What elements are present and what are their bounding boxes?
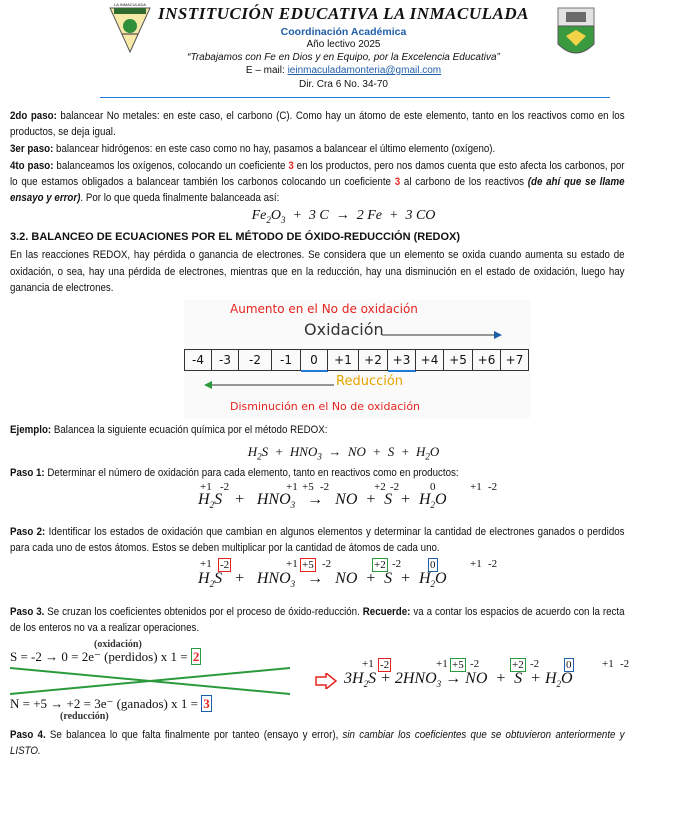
ex-h-sub: 2: [257, 451, 262, 462]
header-divider: [100, 97, 610, 98]
eq1-fe: Fe: [251, 208, 267, 223]
section-title: 3.2. BALANCEO DE ECUACIONES POR EL MÉTODO DE ÓXIDO-REDUCCIÓN (REDOX): [10, 231, 461, 243]
num-cell: +5: [444, 350, 473, 370]
diagram-bottom-label: Disminución en el No de oxidación: [230, 400, 421, 413]
p1-h2o-h: H: [418, 491, 431, 508]
num-cell: +2: [359, 350, 388, 370]
p2-ox-o2: -2: [392, 558, 402, 570]
f-hno: HNO: [402, 670, 437, 687]
balanced-equation-1: [0, 208, 687, 225]
f-no: NO: [465, 670, 488, 687]
p1-s: S: [214, 491, 223, 508]
p1-plus2: +: [365, 491, 377, 508]
p2-ox-o: -2: [322, 558, 332, 570]
motto: “Trabajamos con Fe en Dios y en Equipo, por la Excelencia Educativa”: [187, 52, 500, 63]
example-text: Balancea la siguiente ecuación química por el método REDOX:: [51, 424, 328, 436]
final-coef-1: 3: [344, 670, 352, 687]
oxidation-caption: (oxidación): [94, 639, 142, 650]
cross-lines: [10, 666, 300, 696]
f-ox-o3: -2: [620, 658, 630, 670]
f-h: H: [352, 670, 364, 687]
final-coef-2: 2: [394, 670, 403, 687]
eq1-fe-product: 2 Fe: [356, 208, 383, 223]
eq1-o: O: [270, 208, 281, 223]
p2-h2o-o: O: [435, 570, 447, 587]
p2-h2o-sub: 2: [430, 579, 436, 590]
f-ox-o2: -2: [530, 658, 540, 670]
p2-h2o-h: H: [418, 570, 431, 587]
ox-h2: +1: [286, 481, 298, 493]
p2-h-sub: 2: [209, 579, 215, 590]
ex-arrow: →: [328, 444, 342, 459]
num-cell: +3: [388, 350, 416, 372]
paso1-equation: [198, 481, 538, 521]
p1-plus1: +: [234, 491, 245, 508]
p1-plus3: +: [400, 491, 411, 508]
step4-coef: 3: [288, 160, 294, 172]
paso3-recuerde: Recuerde:: [362, 606, 411, 618]
p2-arrow: →: [307, 570, 324, 587]
step3-paragraph: [10, 141, 625, 157]
step4-coef2: 3: [394, 176, 401, 188]
ex-h2o-h: H: [415, 444, 426, 459]
f-ox-h2: +1: [436, 658, 448, 670]
p2-ox-o3: -2: [488, 558, 498, 570]
paso2-paragraph: [10, 524, 625, 556]
ex-plus2: +: [372, 444, 382, 459]
paso4-text-b: sin cambiar los coeficientes que se obtuvieron anteriormente y LISTO.: [10, 729, 625, 757]
ex-h: H: [247, 444, 258, 459]
institution-title: INSTITUCIÓN EDUCATIVA LA INMACULADA: [158, 4, 529, 23]
reduction-caption: (reducción): [60, 711, 109, 722]
ox-o3: -2: [488, 481, 498, 493]
ex-hno-sub: 3: [317, 451, 322, 462]
p2-hno: HNO: [256, 570, 291, 587]
p1-h2o-o: O: [435, 491, 447, 508]
eq1-c: 3 C: [308, 208, 329, 223]
paso3-paragraph: [10, 604, 625, 636]
final-equation: [344, 658, 684, 698]
step3-label: 3er paso:: [10, 143, 54, 155]
p2-s: S: [214, 570, 223, 587]
ex-h2o-o: O: [429, 444, 440, 459]
num-cell: +1: [328, 350, 359, 370]
diagram-top-label: Aumento en el No de oxidación: [230, 302, 418, 316]
eq1-sub2: 3: [280, 214, 286, 225]
f-ox-s2: 0: [566, 659, 572, 671]
f-plus1: +: [380, 670, 391, 687]
eq1-arrow: →: [335, 208, 350, 223]
paso3-text-b: va a contar los espacios de acuerdo con la recta de los enteros no va a realizar operaciones.: [10, 606, 625, 634]
paso2-text: Identificar los estados de oxidación que cambian en algunos elementos y determinar la cantidad de electrones ganados o perdidos para cada uno de estos átomos. Estos se deben multiplicar por la cantidad de átomos de cada uno.: [10, 526, 625, 554]
section-intro: En las reacciones REDOX, hay pérdida o ganancia de electrones. Se considera que un elemento se oxida cuando aumenta su estado de oxidación, o sea, hay una pérdida de electrones, mientras que en la reducción, hay una disminución en el estado de oxidación, luego hay ganancia de electrones.: [10, 249, 625, 294]
p2-ox-h3: +1: [470, 558, 482, 570]
f-h2o-o: O: [561, 670, 573, 687]
school-year: Año lectivo 2025: [306, 39, 381, 50]
paso2-label: Paso 2:: [10, 526, 46, 538]
p2-ox-s2-boxed: 0: [430, 559, 436, 571]
f-arrow: →: [445, 670, 462, 687]
p1-h2o-sub: 2: [430, 500, 436, 511]
p2-plus2: +: [365, 570, 377, 587]
f-h2o-h: H: [544, 670, 557, 687]
ox-o: -2: [320, 481, 330, 493]
paso1-line: [10, 465, 625, 481]
step3-text: balancear hidrógenos: en este caso como no hay, pasamos a balancear el último elemento (oxígeno).: [53, 143, 496, 155]
paso1-label: Paso 1:: [10, 467, 45, 479]
num-cell: +6: [473, 350, 501, 370]
paso3-label: Paso 3.: [10, 606, 45, 618]
eq1-co: 3 CO: [405, 208, 436, 223]
ox-s: -2: [220, 481, 230, 493]
f-ox-o: -2: [470, 658, 480, 670]
p2-s-product: S: [384, 570, 393, 587]
p1-h-sub: 2: [209, 500, 215, 511]
coordination: Coordinación Académica: [280, 26, 407, 38]
oxidation-label: Oxidación: [304, 320, 384, 339]
ox-o2: -2: [390, 481, 400, 493]
ox-n2: +2: [374, 481, 386, 493]
example-label: Ejemplo:: [10, 424, 52, 436]
num-cell: -1: [272, 350, 301, 370]
num-cell: -3: [212, 350, 239, 370]
ex-h2o-sub: 2: [425, 451, 430, 462]
p2-ox-n2-boxed: +2: [374, 559, 386, 571]
reduction-text: N = +5 → +2 = 3e⁻ (ganados) x 1 =: [10, 696, 198, 711]
eq1-plus2: +: [389, 208, 399, 223]
step4-paragraph: [10, 158, 625, 206]
f-ox-n: +5: [452, 659, 464, 671]
ox-n: +5: [302, 481, 314, 493]
f-hno-sub: 3: [436, 679, 442, 690]
ox-s2: 0: [430, 481, 436, 493]
arrow-right-icon: [314, 673, 338, 689]
paso4-label: Paso 4.: [10, 729, 46, 741]
f-ox-h3: +1: [602, 658, 614, 670]
num-cell: 0: [301, 350, 328, 372]
oxidation-text: S = -2 → 0 = 2e⁻ (perdidos) x 1 =: [10, 649, 188, 664]
ox-h: +1: [200, 481, 212, 493]
f-ox-n2: +2: [512, 659, 524, 671]
p2-ox-h: +1: [200, 558, 212, 570]
num-cell: +7: [501, 350, 529, 370]
paso4-text-a: Se balancea lo que falta finalmente por tanteo (ensayo y error),: [45, 729, 343, 741]
ex-s: S: [261, 444, 269, 459]
f-h2o-sub: 2: [556, 679, 562, 690]
f-s-product: S: [514, 670, 523, 687]
f-h-sub: 2: [363, 679, 369, 690]
email-line: [0, 65, 687, 77]
address: Dir. Cra 6 No. 34-70: [299, 79, 388, 90]
step4-text-a: balanceamos los oxígenos, colocando un coeficiente: [53, 160, 289, 172]
f-ox-s: -2: [380, 659, 390, 671]
reduction-arrow: [204, 380, 334, 390]
oxidation-result: 2: [192, 649, 200, 664]
logo-text: LA INMACULADA: [113, 2, 146, 7]
reduction-line: [10, 696, 212, 712]
eq1-sub1: 2: [266, 214, 271, 225]
p2-ox-n-boxed: +5: [302, 559, 314, 571]
p2-plus1: +: [234, 570, 245, 587]
step2-paragraph: [10, 108, 625, 140]
redox-diagram: [184, 300, 530, 418]
email-link[interactable]: ieinmaculadamonteria@gmail.com: [287, 65, 442, 76]
p2-hno-sub: 3: [290, 579, 296, 590]
step4-text-c: al carbono de los reactivos: [400, 176, 528, 188]
step4-text-d: . Por lo que queda finalmente balanceada así:: [80, 192, 280, 204]
p2-h: H: [198, 570, 210, 587]
email-label: E – mail:: [245, 65, 288, 76]
example-equation: [0, 444, 687, 462]
reduction-result: 3: [203, 696, 210, 711]
f-s: S: [368, 670, 377, 687]
step2-label: 2do paso:: [10, 110, 57, 122]
p1-no: NO: [335, 491, 358, 508]
num-cell: -4: [185, 350, 212, 370]
f-ox-h: +1: [362, 658, 374, 670]
ex-no: NO: [347, 444, 366, 459]
num-cell: -2: [239, 350, 272, 370]
step4-label: 4to paso:: [10, 160, 54, 172]
ox-h3: +1: [470, 481, 482, 493]
num-cell: +4: [416, 350, 444, 370]
paso2-equation: [198, 558, 538, 598]
p2-ox-h2: +1: [286, 558, 298, 570]
reduction-label: Reducción: [336, 374, 404, 389]
p1-s-product: S: [384, 491, 393, 508]
p2-plus3: +: [400, 570, 411, 587]
ex-plus1: +: [274, 444, 284, 459]
ex-hno: HNO: [289, 444, 318, 459]
eq1-plus1: +: [292, 208, 302, 223]
paso1-text: Determinar el número de oxidación para cada elemento, tanto en reactivos como en productos:: [44, 467, 459, 479]
f-plus2: +: [495, 670, 507, 687]
step4-emphasis: (de ahí que se llame ensayo y error): [10, 176, 625, 204]
step2-text: balancear No metales: en este caso, el carbono (C). Como hay un átomo de este elemento, tanto en los reactivos como en los productos, se deja igual.: [10, 110, 625, 138]
ex-plus3: +: [400, 444, 410, 459]
paso4-paragraph: [10, 727, 625, 759]
example-line: [10, 422, 625, 438]
p1-hno: HNO: [256, 491, 291, 508]
paso3-text-a: Se cruzan los coeficientes obtenidos por el proceso de óxido-reducción.: [44, 606, 363, 618]
p1-hno-sub: 3: [290, 500, 296, 511]
step4-text-b: en los productos, pero nos damos cuenta que esto afecta los carbonos, por lo que estamos obligados a balancear también los carbonos colocando un coeficiente: [10, 160, 625, 188]
p1-h: H: [198, 491, 210, 508]
p2-no: NO: [335, 570, 358, 587]
number-line: [184, 349, 529, 371]
p2-ox-s-boxed: -2: [220, 559, 230, 571]
f-plus3: +: [530, 670, 541, 687]
ex-s-product: S: [387, 444, 395, 459]
p1-arrow: →: [307, 491, 324, 508]
oxidation-line: [10, 649, 201, 665]
oxidation-arrow: [382, 330, 502, 340]
